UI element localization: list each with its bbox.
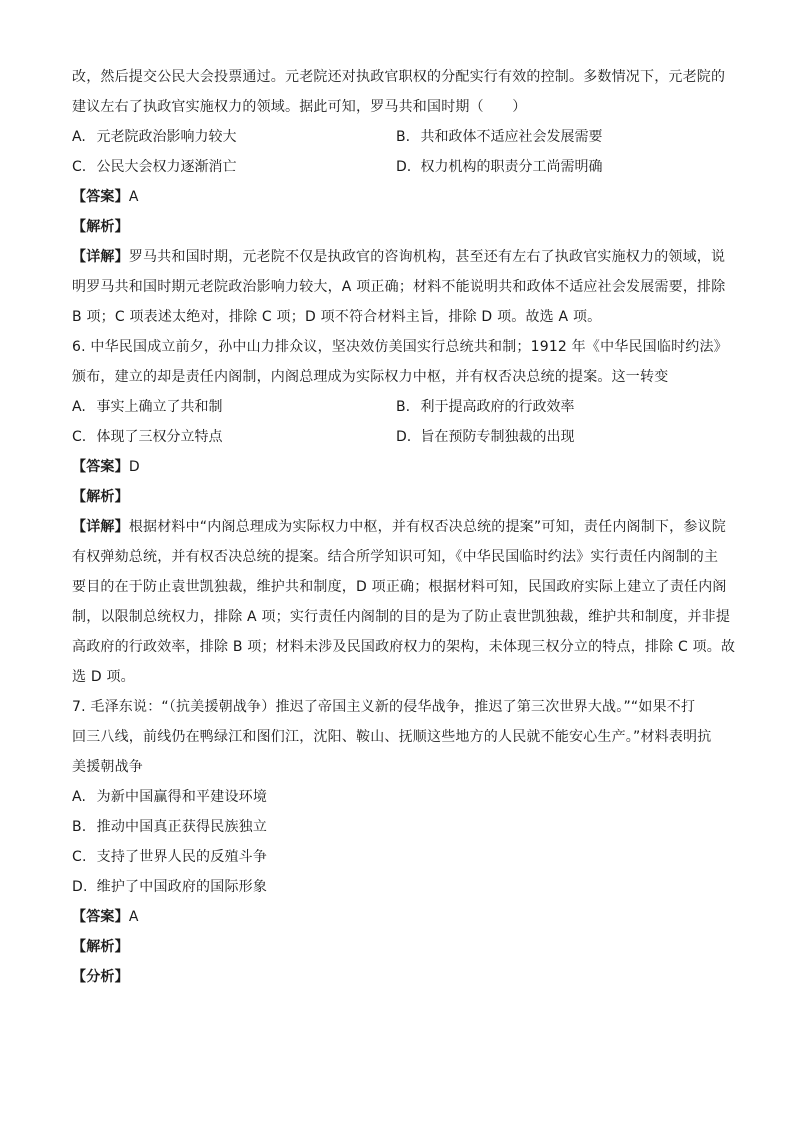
detail-line: 要目的在于防止袁世凯独裁，维护共和制度，D 项正确；根据材料可知，民国政府实际上建立了责任内阁 <box>72 579 727 595</box>
detail-line: 选 D 项。 <box>72 669 135 685</box>
detail-tag: 【详解】 <box>72 249 129 265</box>
question-stem-line: 美援朝战争 <box>72 759 143 775</box>
question-stem-line: 7. 毛泽东说：“（抗美援朝战争）推迟了帝国主义新的侵华战争，推迟了第三次世界大战。”“如果不打 <box>72 699 696 715</box>
option-b: B. 利于提高政府的行政效率 <box>396 399 575 415</box>
option-d: D. 维护了中国政府的国际形象 <box>72 879 268 895</box>
question-5 <box>72 62 727 332</box>
question-stem-line: 建议左右了执政官实施权力的领域。据此可知，罗马共和国时期（ ） <box>72 99 527 115</box>
option-a: A. 元老院政治影响力较大 <box>72 129 237 145</box>
detail-line: B 项；C 项表述太绝对，排除 C 项；D 项不符合材料主旨，排除 D 项。故选 A 项。 <box>72 309 602 325</box>
answer-line <box>72 452 727 482</box>
options-row <box>72 122 727 152</box>
options-row <box>72 392 727 422</box>
detail-line: 高政府的行政效率，排除 B 项；材料未涉及民国政府权力的架构，未体现三权分立的特点，排除 C 项。故 <box>72 639 736 655</box>
option-d: D. 权力机构的职责分工尚需明确 <box>396 159 603 175</box>
analysis-tag: 【解析】 <box>72 489 129 505</box>
detail-line: 制，以限制总统权力，排除 A 项；实行责任内阁制的目的是为了防止袁世凯独裁，维护共和制度，并非提 <box>72 609 731 625</box>
analysis-tag: 【解析】 <box>72 219 129 235</box>
option-a: A. 事实上确立了共和制 <box>72 399 223 415</box>
question-stem-line: 6. 中华民国成立前夕，孙中山力排众议，坚决效仿美国实行总统共和制；1912 年《中华民国临时约法》 <box>72 339 728 355</box>
option-c: C. 公民大会权力逐渐消亡 <box>72 159 237 175</box>
question-stem-line: 回三八线，前线仍在鸭绿江和图们江，沈阳、鞍山、抚顺这些地方的人民就不能安心生产。”材料表明抗 <box>72 729 712 745</box>
question-stem-line: 改，然后提交公民大会投票通过。元老院还对执政官职权的分配实行有效的控制。多数情况下，元老院的 <box>72 69 726 85</box>
analyze-tag: 【分析】 <box>72 969 129 985</box>
option-c: C. 体现了三权分立特点 <box>72 429 223 445</box>
answer-line <box>72 182 727 212</box>
detail-line: 明罗马共和国时期元老院政治影响力较大，A 项正确；材料不能说明共和政体不适应社会发展需要，排除 <box>72 279 726 295</box>
option-c: C. 支持了世界人民的反殖斗争 <box>72 849 268 865</box>
analysis-tag: 【解析】 <box>72 939 129 955</box>
answer-tag: 【答案】 <box>72 189 129 205</box>
option-d: D. 旨在预防专制独裁的出现 <box>396 429 575 445</box>
document-page <box>72 62 736 992</box>
answer-value: D <box>128 459 140 475</box>
detail-line: 有权弹劾总统，并有权否决总统的提案。结合所学知识可知，《中华民国临时约法》实行责任内阁制的主 <box>72 549 719 565</box>
question-6 <box>72 332 736 692</box>
option-a: A. 为新中国赢得和平建设环境 <box>72 789 268 805</box>
detail-line: 【详解】根据材料中“内阁总理成为实际权力中枢，并有权否决总统的提案”可知，责任内阁制下，参议院 <box>72 519 726 535</box>
answer-value: A <box>128 189 139 205</box>
option-b: B. 推动中国真正获得民族独立 <box>72 819 268 835</box>
answer-value: A <box>128 909 139 925</box>
detail-tag: 【详解】 <box>72 519 129 535</box>
answer-tag: 【答案】 <box>72 909 129 925</box>
detail-line: 【详解】罗马共和国时期，元老院不仅是执政官的咨询机构，甚至还有左右了执政官实施权力的领域，说 <box>72 249 726 265</box>
answer-tag: 【答案】 <box>72 459 129 475</box>
question-stem-line: 颁布，建立的却是责任内阁制，内阁总理成为实际权力中枢，并有权否决总统的提案。这一转变 <box>72 369 669 385</box>
option-b: B. 共和政体不适应社会发展需要 <box>396 129 603 145</box>
question-7 <box>72 692 727 992</box>
options-row <box>72 152 727 182</box>
options-row <box>72 422 727 452</box>
answer-line <box>72 902 727 932</box>
